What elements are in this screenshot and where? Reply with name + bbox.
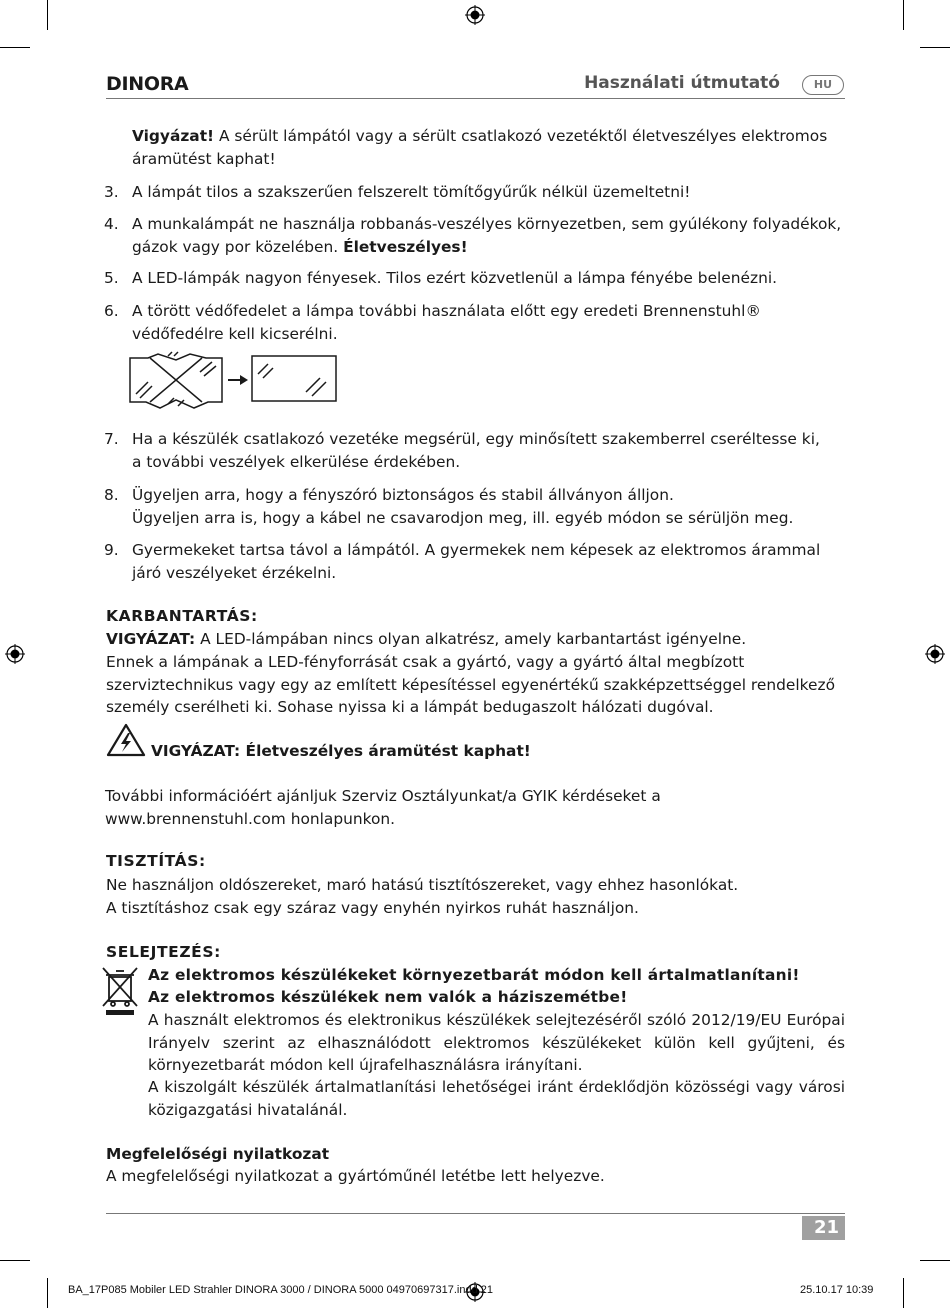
registration-mark-icon (5, 644, 25, 664)
print-slug-date: 25.10.17 10:39 (800, 1284, 874, 1296)
crop-mark (47, 1278, 48, 1308)
list-item (132, 213, 847, 258)
list-item-line: Ügyeljen arra is, hogy a kábel ne csavarodjon meg, ill. egyéb módon se sérüljön meg. (132, 509, 794, 527)
disposal-heading: SELEJTEZÉS: (106, 943, 221, 961)
shock-warning-text: VIGYÁZAT: Életveszélyes áramütést kaphat! (151, 742, 531, 760)
crossed-out-bin-icon (100, 965, 140, 1017)
footer-rule (106, 1213, 845, 1214)
maintenance-heading: KARBANTARTÁS: (106, 607, 258, 625)
maintenance-line (106, 628, 851, 651)
list-item-text: A munkalámpát ne használja robbanás-veszélyes környezetben, sem gyúlékony folyadékok, gázok vagy por közelében. (132, 215, 842, 256)
conformity-text: A megfelelőségi nyilatkozat a gyártóműnél letétbe lett helyezve. (106, 1167, 605, 1185)
warning-paragraph (132, 125, 847, 170)
maintenance-text: A LED-lámpában nincs olyan alkatrész, amely karbantartást igényelne. (195, 630, 747, 648)
cleaning-line: A tisztításhoz csak egy száraz vagy enyhén nyirkos ruhát használjon. (106, 899, 639, 917)
list-item-emphasis: Életveszélyes! (343, 237, 468, 256)
warning-label: Vigyázat! (132, 127, 215, 145)
crop-mark (920, 1260, 950, 1261)
cleaning-line: Ne használjon oldószereket, maró hatású tisztítószereket, vagy ehhez hasonlókat. (106, 876, 739, 894)
list-item-line: a további veszélyek elkerülése érdekében. (132, 453, 461, 471)
list-item-number: 9. (104, 541, 119, 559)
crop-mark (0, 1260, 30, 1261)
list-item-text: A törött védőfedelet a lámpa további használata előtt egy eredeti Brennenstuhl® védőfedélre kell kicserélni. (132, 302, 761, 343)
list-item-number: 7. (104, 430, 119, 448)
list-item-number: 5. (104, 269, 119, 287)
glass-replacement-illustration (128, 350, 340, 412)
list-item-number: 4. (104, 215, 119, 233)
language-badge: HU (802, 75, 844, 95)
maintenance-warning-label: VIGYÁZAT: (106, 630, 196, 648)
disposal-paragraph: A használt elektromos és elektronikus készülékek selejtezéséről szóló 2012/19/EU Európai Irányelv szerint az elhasználódott elektromos készülékeket külön kell gyűjteni, és környezetbarát módon kell újrafelhasználásra irányítani. (148, 1011, 845, 1074)
disposal-paragraph: A kiszolgált készülék ártalmatlanítási lehetőségei iránt érdeklődjön közösségi vagy városi közigazgatási hivatalánál. (148, 1078, 845, 1119)
conformity-heading: Megfelelőségi nyilatkozat (106, 1145, 330, 1163)
registration-mark-icon (465, 5, 485, 25)
crop-mark (47, 0, 48, 30)
list-item-number: 3. (104, 183, 119, 201)
electric-shock-warning-icon (106, 723, 146, 757)
maintenance-paragraph: Ennek a lámpának a LED-fényforrását csak a gyártó, vagy a gyártó által megbízott szerviztechnikus vagy egy az említett képesítéssel egyenértékű szakképzettséggel rendelkező személy cserélheti ki. Sohase nyissa ki a lámpát bedugaszolt hálózati dugóval. (106, 653, 835, 716)
list-item-text: A lámpát tilos a szakszerűen felszerelt tömítőgyűrűk nélkül üzemeltetni! (132, 183, 691, 201)
cleaning-heading: TISZTÍTÁS: (106, 852, 206, 870)
header-rule (106, 98, 845, 99)
print-slug-file: BA_17P085 Mobiler LED Strahler DINORA 3000 / DINORA 5000 04970697317.indd 21 (68, 1284, 493, 1296)
list-item-number: 6. (104, 302, 119, 320)
crop-mark (903, 0, 904, 30)
registration-mark-icon (925, 644, 945, 664)
list-item-text: Gyermekeket tartsa távol a lámpától. A gyermekek nem képesek az elektromos árammal járó veszélyeket érzékelni. (132, 541, 821, 582)
list-item-line: Ha a készülék csatlakozó vezetéke megsérül, egy minősített szakemberrel cseréltesse ki, (132, 430, 820, 448)
crop-mark (903, 1278, 904, 1308)
list-item-line: Ügyeljen arra, hogy a fényszóró biztonságos és stabil állványon álljon. (132, 486, 674, 504)
disposal-bold-line: Az elektromos készülékek nem valók a háziszemétbe! (148, 988, 628, 1006)
warning-text: A sérült lámpától vagy a sérült csatlakozó vezetéktől életveszélyes elektromos áramütést kaphat! (132, 127, 828, 168)
more-info-paragraph: További információért ajánljuk Szerviz Osztályunkat/a GYIK kérdéseket a www.brennenstuhl.com honlapunkon. (105, 787, 661, 828)
header-title: DINORA (106, 73, 189, 95)
crop-mark (0, 47, 30, 48)
list-item-number: 8. (104, 486, 119, 504)
header-section: Használati útmutató (584, 73, 780, 93)
page-number: 21 (802, 1216, 845, 1240)
disposal-bold-line: Az elektromos készülékeket környezetbarát módon kell ártalmatlanítani! (148, 966, 800, 984)
list-item-text: A LED-lámpák nagyon fényesek. Tilos ezért közvetlenül a lámpa fényébe belenézni. (132, 269, 778, 287)
crop-mark (920, 47, 950, 48)
